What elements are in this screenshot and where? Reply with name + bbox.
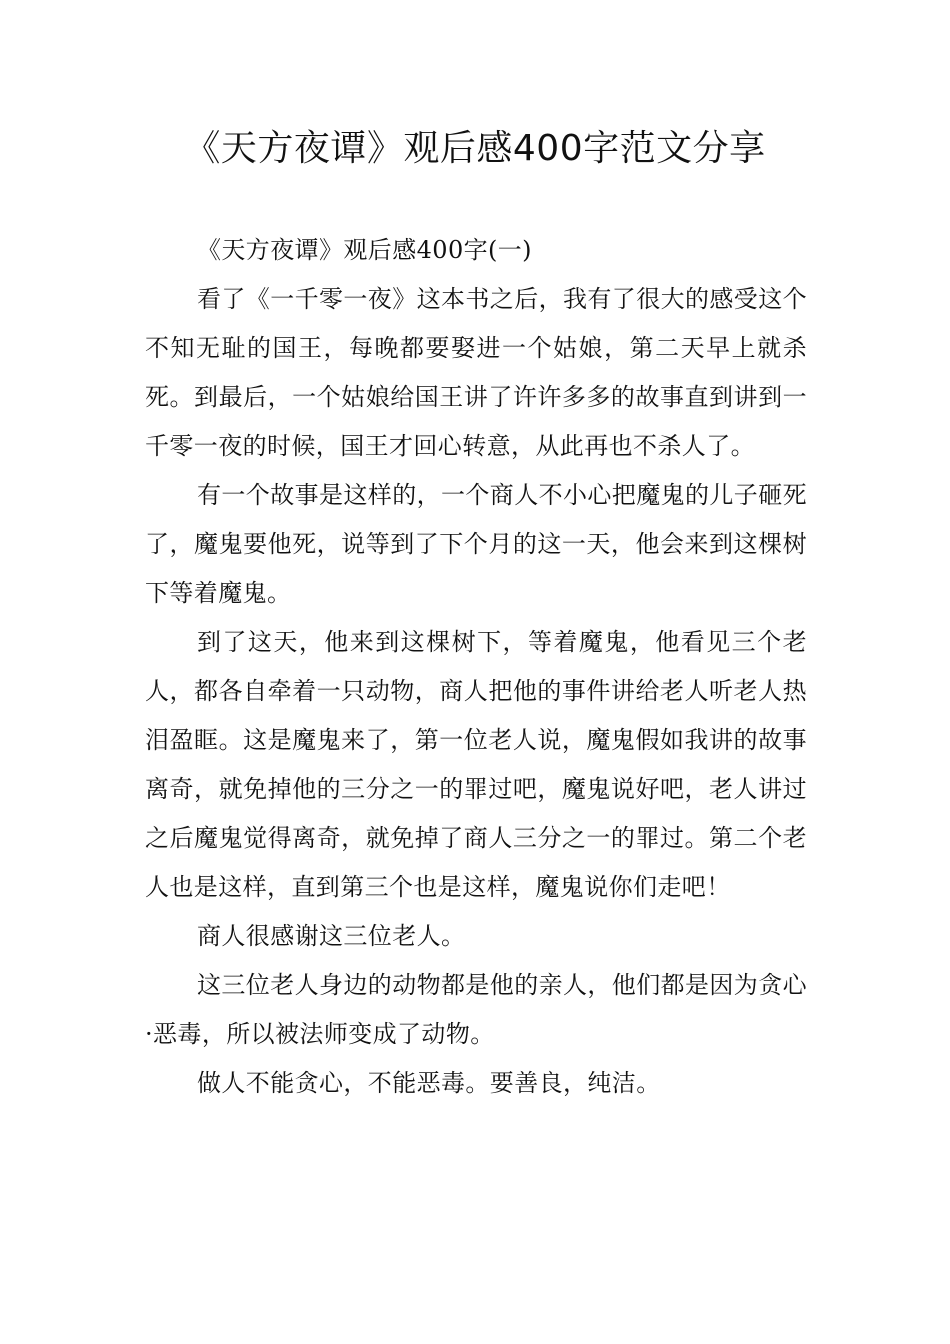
paragraph: 看了《一千零一夜》这本书之后，我有了很大的感受这个不知无耻的国王，每晚都要娶进一个姑娘，第二天早上就杀死。到最后，一个姑娘给国王讲了许许多多的故事直到讲到一千零一夜的时候，国王才回心转意，从此再也不杀人了。 bbox=[145, 285, 807, 460]
paragraph: 这三位老人身边的动物都是他的亲人，他们都是因为贪心·恶毒，所以被法师变成了动物。 bbox=[145, 971, 807, 1048]
paragraph: 做人不能贪心，不能恶毒。要善良，纯洁。 bbox=[197, 1069, 661, 1097]
document-body bbox=[145, 226, 807, 1108]
paragraph: 有一个故事是这样的，一个商人不小心把魔鬼的儿子砸死了，魔鬼要他死，说等到了下个月的这一天，他会来到这棵树下等着魔鬼。 bbox=[145, 481, 807, 607]
document-title: 《天方夜谭》观后感400字范文分享 bbox=[184, 128, 766, 169]
paragraph: 到了这天，他来到这棵树下，等着魔鬼，他看见三个老人，都各自牵着一只动物，商人把他的事件讲给老人听老人热泪盈眶。这是魔鬼来了，第一位老人说，魔鬼假如我讲的故事离奇，就免掉他的三分之一的罪过吧，魔鬼说好吧，老人讲过之后魔鬼觉得离奇，就免掉了商人三分之一的罪过。第二个老人也是这样，直到第三个也是这样，魔鬼说你们走吧！ bbox=[145, 628, 807, 901]
paragraph: 商人很感谢这三位老人。 bbox=[197, 922, 466, 950]
section-subheading: 《天方夜谭》观后感400字(一) bbox=[197, 236, 532, 264]
